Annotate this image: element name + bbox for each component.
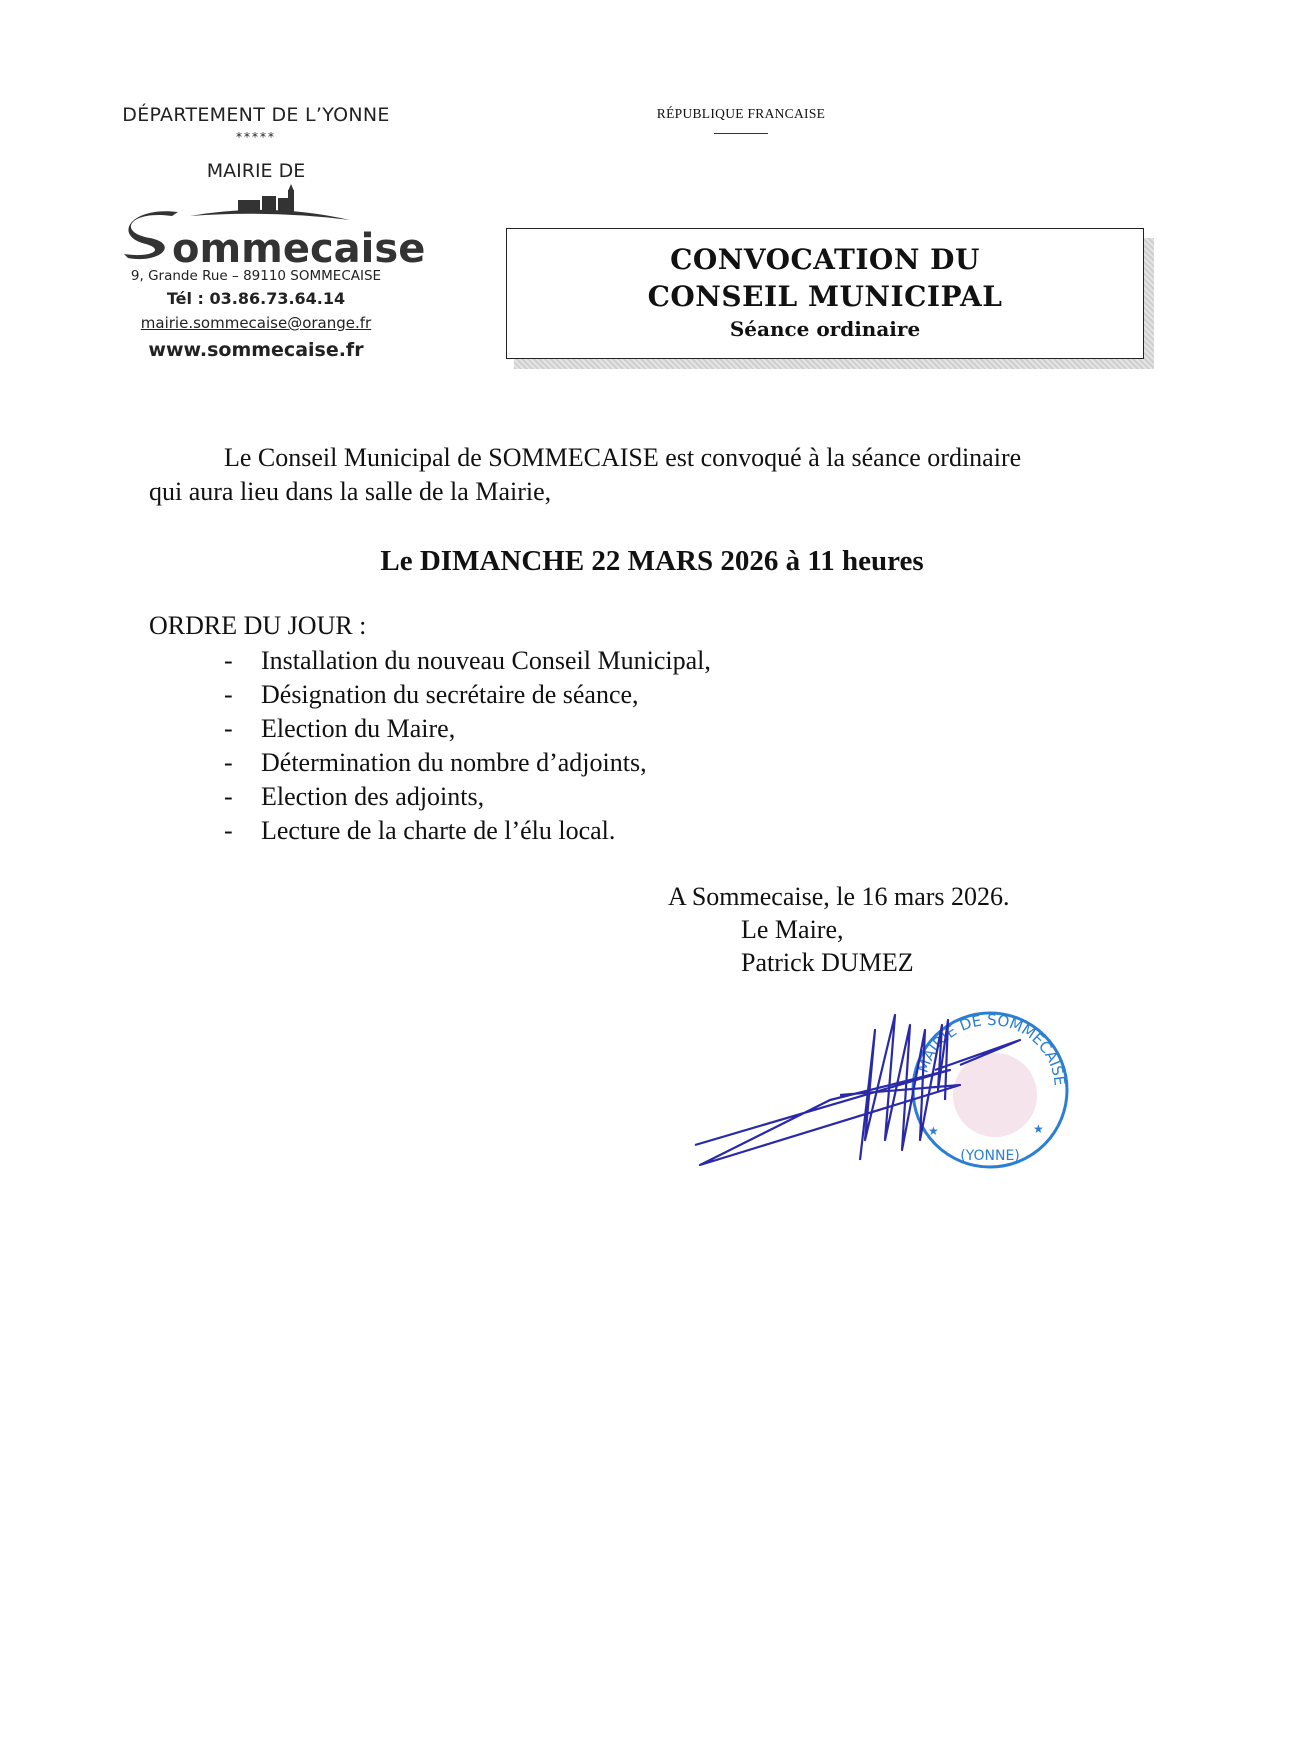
email-link[interactable]: mairie.sommecaise@orange.fr xyxy=(140,314,372,332)
phone: Tél : 03.86.73.64.14 xyxy=(166,289,346,308)
agenda-item xyxy=(224,712,711,746)
republic-label: RÉPUBLIQUE FRANCAISE xyxy=(656,106,826,121)
mairie-de-label: MAIRIE DE xyxy=(206,160,306,182)
signature-and-stamp xyxy=(680,990,1080,1190)
bullet: - xyxy=(224,646,233,675)
agenda-item-text: Désignation du secrétaire de séance, xyxy=(261,680,639,709)
intro-line-2: qui aura lieu dans la salle de la Mairie, xyxy=(149,477,552,506)
title-box xyxy=(506,228,1144,359)
session-type: Séance ordinaire xyxy=(729,317,921,341)
agenda-item-text: Détermination du nombre d’adjoints, xyxy=(261,748,647,777)
republic-underline xyxy=(714,133,768,134)
sommecaise-logo xyxy=(120,186,426,272)
title-line-2: CONSEIL MUNICIPAL xyxy=(647,280,1003,313)
agenda-item xyxy=(224,814,711,848)
agenda-title: ORDRE DU JOUR : xyxy=(149,611,367,640)
bullet: - xyxy=(224,816,233,845)
official-stamp xyxy=(913,1011,1069,1167)
agenda-item xyxy=(224,644,711,678)
intro-line-1: Le Conseil Municipal de SOMMECAISE est convoqué à la séance ordinaire xyxy=(224,443,1022,472)
bullet: - xyxy=(224,748,233,777)
agenda-item xyxy=(224,780,711,814)
bullet: - xyxy=(224,714,233,743)
star-icon: ★ xyxy=(928,1124,939,1138)
agenda-list xyxy=(224,644,711,848)
agenda-item-text: Installation du nouveau Conseil Municipal, xyxy=(261,646,711,675)
intro-paragraph xyxy=(149,441,1129,509)
agenda-item-text: Election du Maire, xyxy=(261,714,456,743)
meeting-date: Le DIMANCHE 22 MARS 2026 à 11 heures xyxy=(380,545,924,577)
agenda-item-text: Lecture de la charte de l’élu local. xyxy=(261,816,616,845)
svg-text:MAIRIE DE SOMMECAISE: MAIRIE DE SOMMECAISE xyxy=(913,1010,1069,1087)
agenda-item-text: Election des adjoints, xyxy=(261,782,485,811)
village-silhouette-icon xyxy=(190,184,350,220)
place-and-date: A Sommecaise, le 16 mars 2026. xyxy=(668,882,1010,911)
agenda-item xyxy=(224,746,711,780)
department-name: DÉPARTEMENT DE L’YONNE xyxy=(122,104,390,126)
svg-text:(YONNE): (YONNE) xyxy=(960,1148,1020,1164)
signatory-name: Patrick DUMEZ xyxy=(741,948,914,977)
signatory-role: Le Maire, xyxy=(741,915,844,944)
address: 9, Grande Rue – 89110 SOMMECAISE xyxy=(130,268,382,284)
logo-text: ommecaise xyxy=(172,226,426,272)
stars-separator: ***** xyxy=(236,130,276,144)
agenda-item xyxy=(224,678,711,712)
bullet: - xyxy=(224,782,233,811)
website-link[interactable]: www.sommecaise.fr xyxy=(148,339,364,361)
star-icon: ★ xyxy=(1033,1122,1044,1136)
bullet: - xyxy=(224,680,233,709)
title-line-1: CONVOCATION DU xyxy=(670,243,980,276)
logo-swoosh-s xyxy=(124,211,178,259)
